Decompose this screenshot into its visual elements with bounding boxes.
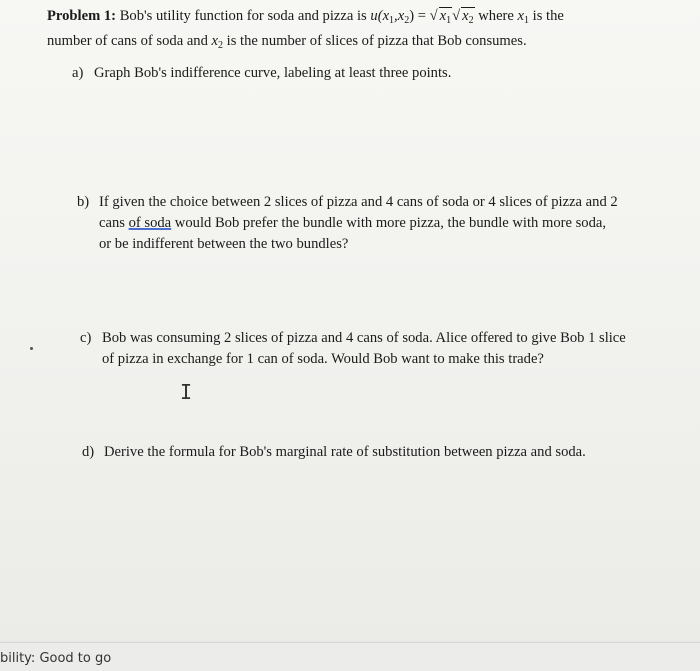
question-d (82, 442, 586, 463)
where-text: where (474, 8, 518, 24)
question-d-letter: d) (82, 444, 95, 460)
problem-statement (47, 6, 647, 56)
question-b-letter: b) (77, 194, 90, 210)
question-d-text: Derive the formula for Bob's marginal rate of substitution between pizza and soda. (104, 444, 586, 460)
spellcheck-underline[interactable]: of soda (128, 215, 172, 231)
question-c-letter: c) (80, 330, 92, 346)
question-b-line-2: cans of soda would Bob prefer the bundle with more pizza, the bundle with more soda, (99, 215, 607, 231)
status-bar (0, 642, 700, 671)
var-x2: $x_2$ (211, 33, 224, 51)
problem-intro: Bob's utility function for soda and pizza is (116, 8, 371, 24)
question-a-text: Graph Bob's indifference curve, labeling at least three points. (94, 65, 452, 81)
question-b-line-1: If given the choice between 2 slices of pizza and 4 cans of soda or 4 slices of pizza and 2 (99, 194, 618, 210)
question-b (77, 192, 647, 255)
problem-line-1 (47, 6, 647, 31)
question-a (72, 63, 451, 84)
accessibility-status[interactable]: bility: Good to go (0, 651, 112, 666)
question-c-line-1: Bob was consuming 2 slices of pizza and 4 cans of soda. Alice offered to give Bob 1 slice (102, 330, 626, 346)
problem-label: Problem 1: (47, 8, 117, 24)
problem-line-2: number of cans of soda and $x_2$ is the number of slices of pizza that Bob consumes. (47, 33, 527, 51)
question-b-line-3: or be indifferent between the two bundles? (99, 236, 349, 252)
stray-dot (30, 347, 33, 350)
question-c (80, 328, 655, 370)
var-x1: $x_1$ (517, 8, 530, 26)
question-a-letter: a) (72, 65, 84, 81)
question-c-line-2: of pizza in exchange for 1 can of soda. Would Bob want to make this trade? (102, 351, 544, 367)
utility-function: $u(x_1,x_2)$ = √ $x_1√$ $x_2$ (370, 8, 474, 24)
text-cursor-icon: I (180, 380, 193, 404)
is-the-text: is the (529, 8, 564, 24)
